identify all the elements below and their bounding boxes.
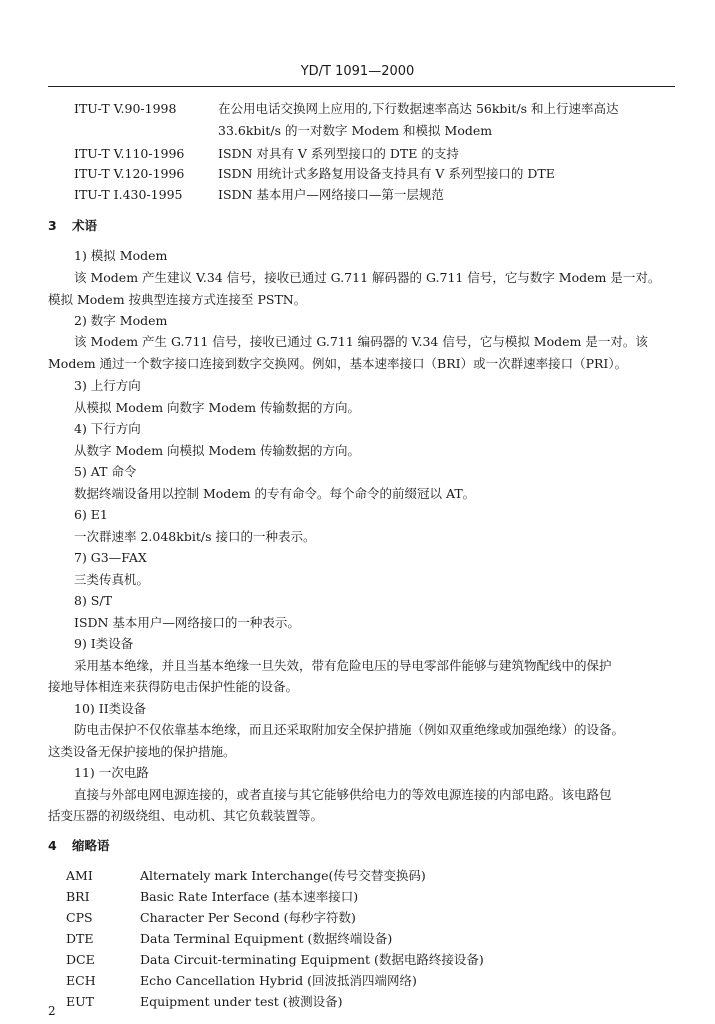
term-paragraph: 数据终端设备用以控制 Modem 的专有命令。每个命令的前缀冠以 AT。 [74,486,476,501]
reference-title: ISDN 用统计式多路复用设备支持具有 V 系列型接口的 DTE [218,166,555,181]
term-paragraph: 直接与外部电网电源连接的，或者直接与其它能够供给电力的等效电源连接的内部电路。该电路包 [74,787,612,802]
term-heading: 5) AT 命令 [74,464,137,479]
term-paragraph: ISDN 基本用户—网络接口的一种表示。 [74,615,300,630]
term-heading: 4) 下行方向 [74,421,141,436]
abbreviation-definition: Character Per Second (每秒字符数) [140,910,356,925]
page-number: 2 [48,1004,56,1018]
term-paragraph: Modem 通过一个数字接口连接到数字交换网。例如，基本速率接口（BRI）或一次群速率接口（PRI）。 [48,356,628,371]
section-heading-terms [48,218,97,233]
term-paragraph: 三类传真机。 [74,572,150,587]
standard-number-header: YD/T 1091—2000 [300,64,415,79]
term-paragraph: 从模拟 Modem 向数字 Modem 传输数据的方向。 [74,400,361,415]
header-rule [48,86,675,87]
abbreviation-definition: Echo Cancellation Hybrid (回波抵消四端网络) [140,973,417,988]
reference-title: ISDN 基本用户—网络接口—第一层规范 [218,187,444,202]
section-title: 缩略语 [72,838,110,853]
abbreviation-term: DTE [66,931,94,946]
term-heading: 1) 模拟 Modem [74,248,168,263]
abbreviation-term: AMI [66,868,93,883]
section-title: 术语 [72,218,98,233]
abbreviation-definition: Alternately mark Interchange(传号交替变换码) [140,868,426,883]
reference-code: ITU-T V.110-1996 [74,146,185,161]
term-paragraph: 从数字 Modem 向模拟 Modem 传输数据的方向。 [74,443,361,458]
reference-title: 在公用电话交换网上应用的,下行数据速率高达 56kbit/s 和上行速率高达 [218,101,619,116]
term-heading: 7) G3—FAX [74,550,147,565]
term-heading: 11) 一次电路 [74,765,149,780]
section-heading-abbreviations [48,838,110,853]
abbreviation-definition: Data Terminal Equipment (数据终端设备) [140,931,393,946]
term-heading: 9) I类设备 [74,636,134,651]
reference-title: 33.6kbit/s 的一对数字 Modem 和模拟 Modem [218,123,493,138]
term-paragraph: 模拟 Modem 按典型连接方式连接至 PSTN。 [48,292,307,307]
term-heading: 2) 数字 Modem [74,313,168,328]
abbreviation-term: DCE [66,952,95,967]
section-number: 3 [48,218,57,233]
section-number: 4 [48,838,57,853]
abbreviation-definition: Data Circuit-terminating Equipment (数据电路终接设备) [140,952,484,967]
reference-code: ITU-T I.430-1995 [74,187,183,202]
term-paragraph: 一次群速率 2.048kbit/s 接口的一种表示。 [74,529,316,544]
term-paragraph: 该 Modem 产生建议 V.34 信号，接收已通过 G.711 解码器的 G.711 信号，它与数字 Modem 是一对。 [74,270,661,285]
abbreviation-definition: Equipment under test (被测设备) [140,994,343,1009]
abbreviation-term: CPS [66,910,93,925]
term-paragraph: 防电击保护不仅依靠基本绝缘，而且还采取附加安全保护措施（例如双重绝缘或加强绝缘）的设备。 [74,722,625,737]
term-paragraph: 该 Modem 产生 G.711 信号，接收已通过 G.711 编码器的 V.34 信号，它与模拟 Modem 是一对。该 [74,334,648,349]
term-paragraph: 这类设备无保护接地的保护措施。 [48,744,236,759]
term-heading: 3) 上行方向 [74,378,141,393]
abbreviation-definition: Basic Rate Interface (基本速率接口) [140,889,359,904]
abbreviation-term: EUT [66,994,94,1009]
reference-code: ITU-T V.90-1998 [74,101,177,116]
term-paragraph: 括变压器的初级绕组、电动机、其它负载装置等。 [48,808,324,823]
term-paragraph: 采用基本绝缘，并且当基本绝缘一旦失效，带有危险电压的导电零部件能够与建筑物配线中的保护 [74,658,612,673]
abbreviation-term: ECH [66,973,96,988]
term-heading: 10) II类设备 [74,701,147,716]
term-heading: 8) S/T [74,593,112,608]
term-paragraph: 接地导体相连来获得防电击保护性能的设备。 [48,679,299,694]
term-heading: 6) E1 [74,507,108,522]
reference-code: ITU-T V.120-1996 [74,166,185,181]
reference-title: ISDN 对具有 V 系列型接口的 DTE 的支持 [218,146,459,161]
abbreviation-term: BRI [66,889,90,904]
